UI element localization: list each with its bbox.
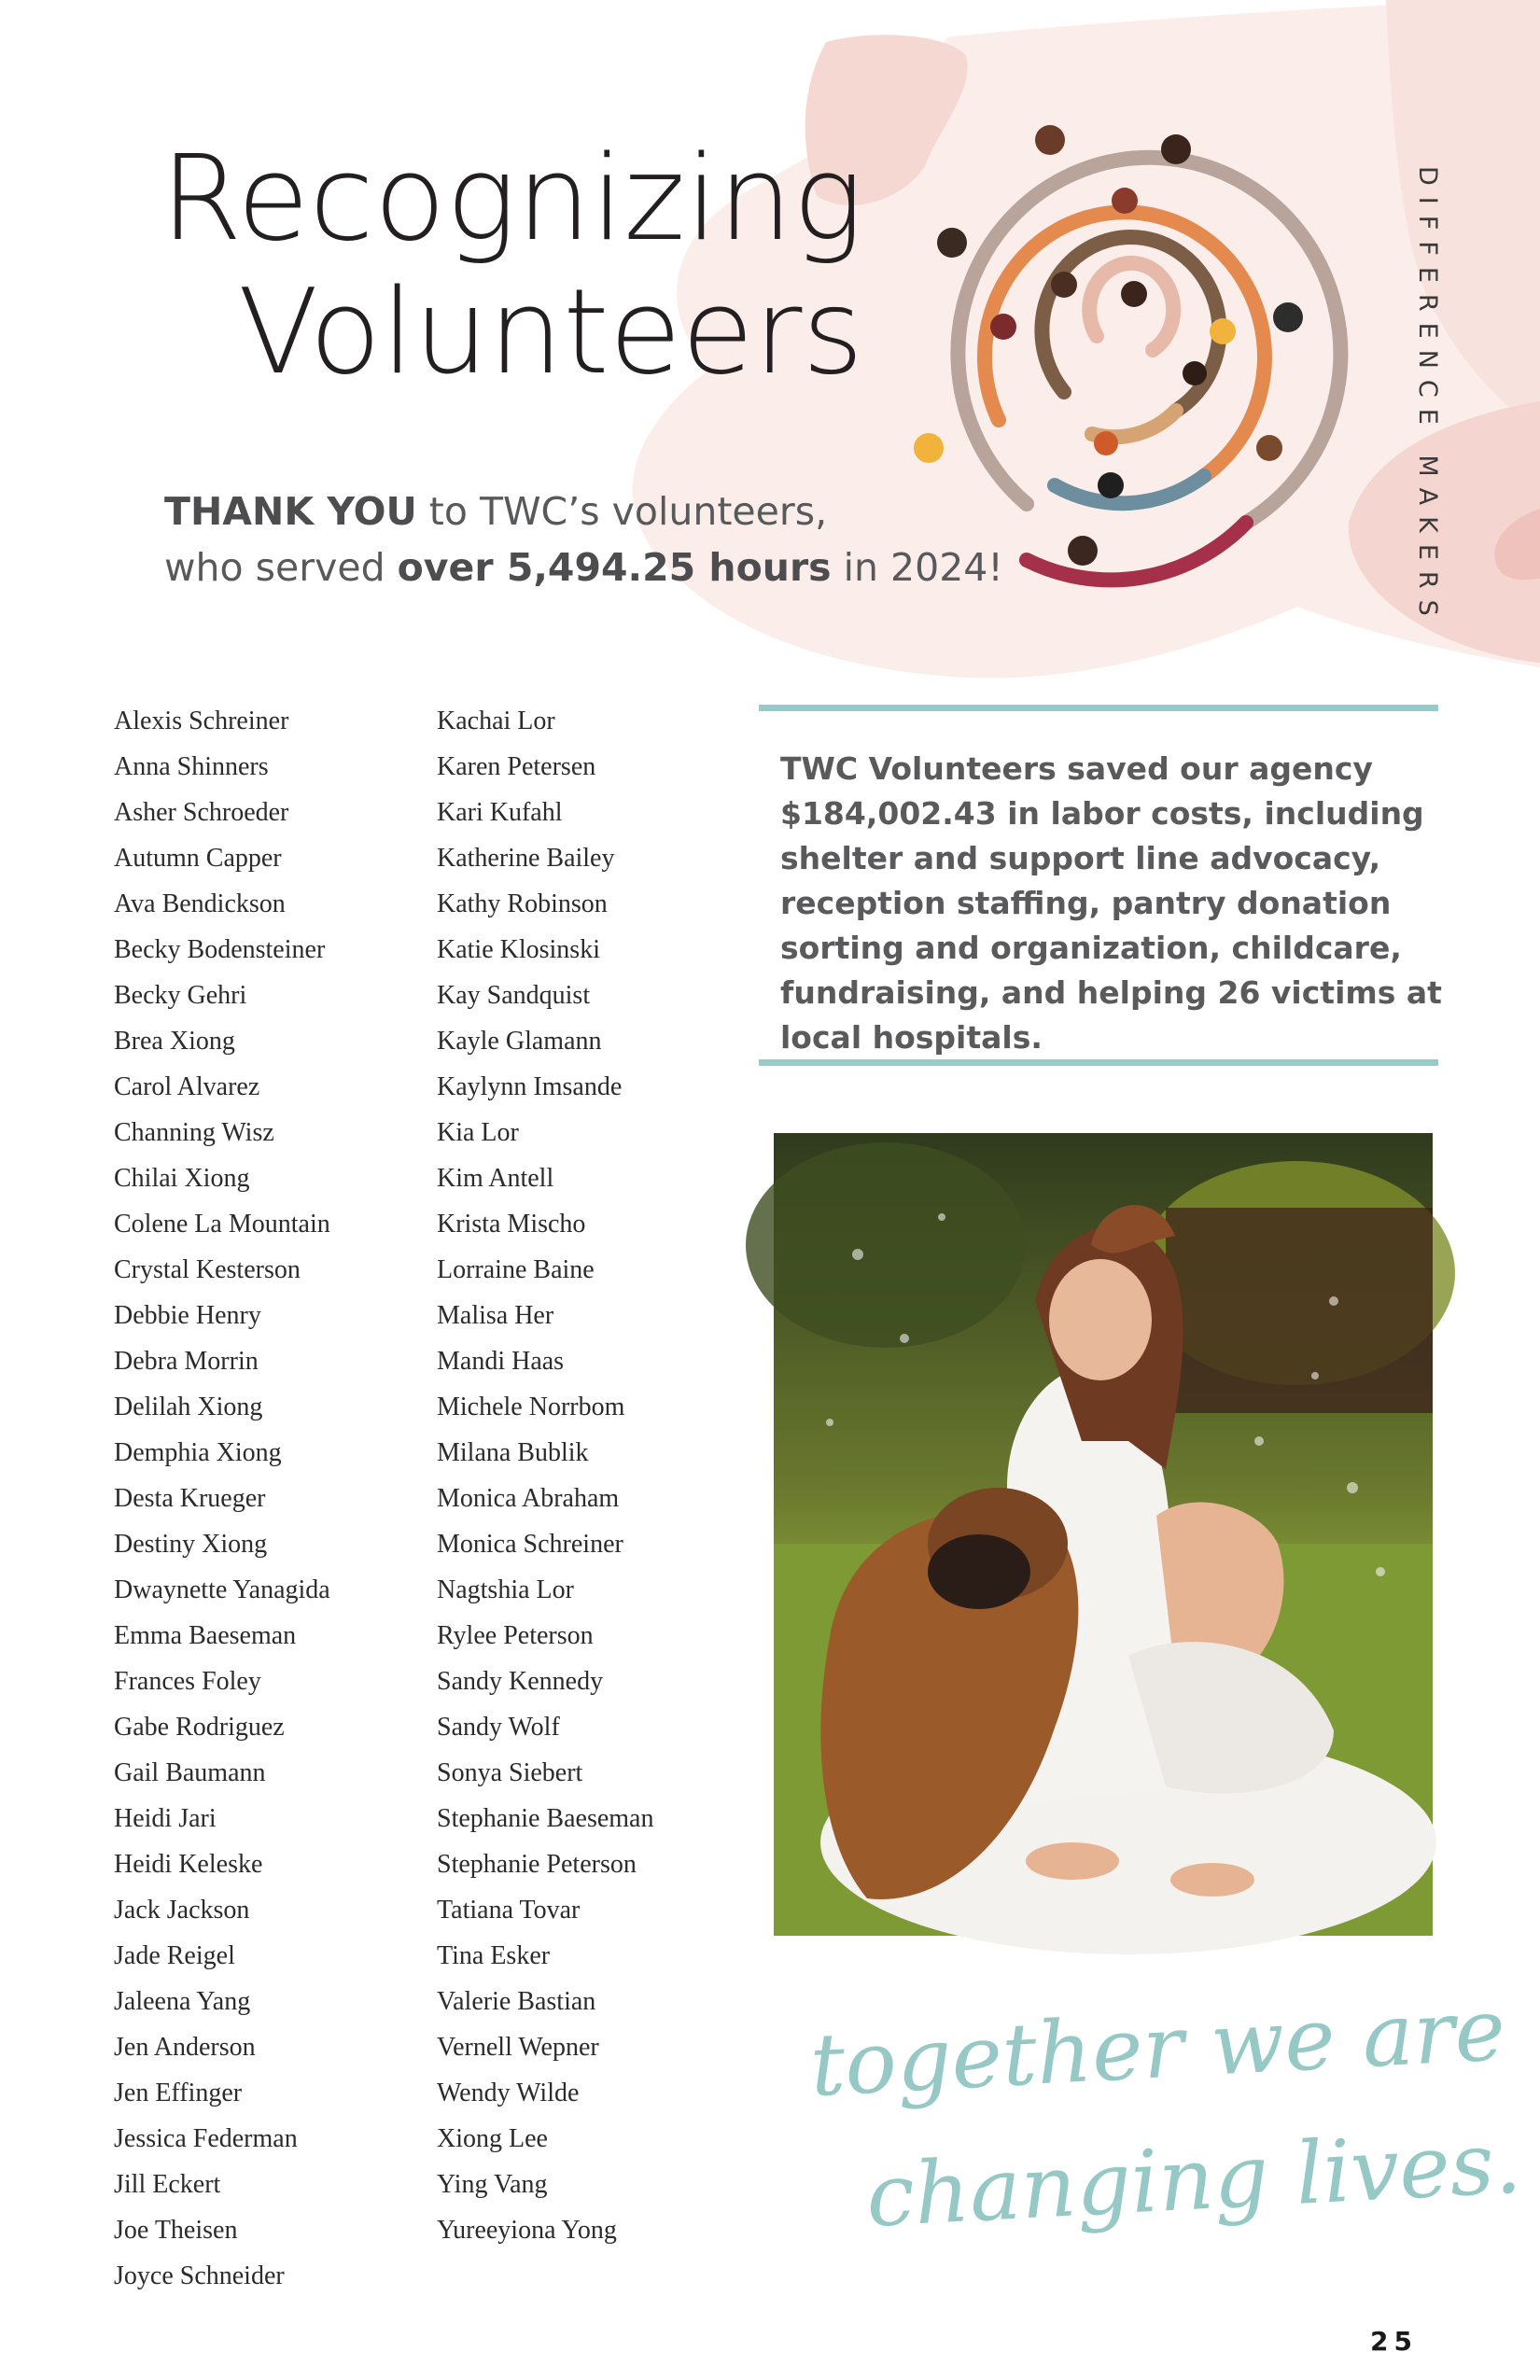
volunteer-name: Milana Bublik bbox=[437, 1438, 589, 1467]
mother-child-dog-photo bbox=[774, 1133, 1433, 1936]
thank-you-text-3: in 2024! bbox=[831, 545, 1003, 590]
page-title-line-2: Volunteers bbox=[238, 263, 864, 400]
volunteer-name: Desta Krueger bbox=[114, 1484, 266, 1513]
volunteer-name: Destiny Xiong bbox=[114, 1530, 268, 1559]
hours-emphasis: over 5,494.25 hours bbox=[397, 545, 832, 590]
volunteer-name: Becky Gehri bbox=[114, 981, 247, 1010]
volunteer-name: Kayle Glamann bbox=[437, 1027, 602, 1056]
tagline-line-2: changing lives. bbox=[863, 2112, 1524, 2247]
page-number: 25 bbox=[1370, 2326, 1418, 2357]
volunteer-name: Colene La Mountain bbox=[114, 1210, 330, 1239]
volunteer-name: Jack Jackson bbox=[114, 1896, 250, 1925]
volunteer-name: Kay Sandquist bbox=[437, 981, 591, 1010]
volunteer-name: Valerie Bastian bbox=[437, 1987, 596, 2016]
volunteer-name: Becky Bodensteiner bbox=[114, 935, 326, 964]
volunteer-name: Chilai Xiong bbox=[114, 1164, 250, 1193]
volunteer-name: Stephanie Peterson bbox=[437, 1850, 637, 1879]
volunteer-name: Debra Morrin bbox=[114, 1347, 259, 1376]
volunteer-name: Kari Kufahl bbox=[437, 798, 563, 827]
volunteer-name: Brea Xiong bbox=[114, 1027, 235, 1056]
volunteer-name: Mandi Haas bbox=[437, 1347, 565, 1376]
volunteer-name: Frances Foley bbox=[114, 1667, 261, 1696]
volunteer-name: Ying Vang bbox=[437, 2170, 548, 2199]
side-section-label: DIFFERENCE MAKERS bbox=[1413, 166, 1442, 627]
labor-savings-callout: TWC Volunteers saved our agency $184,002.43 in labor costs, including shelter and support line advocacy, reception staffing, pantry donation sorting and organization, childcare, fundraising, and helping 26 victims at local hospitals. bbox=[780, 750, 1442, 1056]
volunteer-name: Krista Mischo bbox=[437, 1210, 586, 1239]
volunteer-name: Katherine Bailey bbox=[437, 844, 615, 873]
volunteer-name: Sandy Wolf bbox=[437, 1713, 560, 1742]
volunteer-name: Gail Baumann bbox=[114, 1758, 266, 1787]
volunteer-name: Malisa Her bbox=[437, 1301, 554, 1330]
tagline-line-1: together we are bbox=[807, 1980, 1508, 2116]
volunteer-name: Kathy Robinson bbox=[437, 889, 608, 918]
volunteer-name: Wendy Wilde bbox=[437, 2079, 580, 2107]
page-title-line-1: Recognizing bbox=[161, 130, 863, 267]
callout-bottom-rule bbox=[759, 1059, 1438, 1066]
volunteer-name: Dwaynette Yanagida bbox=[114, 1575, 330, 1604]
thank-you-text-1: to TWC’s volunteers, bbox=[416, 489, 828, 534]
volunteer-name: Asher Schroeder bbox=[114, 798, 289, 827]
volunteer-name: Ava Bendickson bbox=[114, 889, 286, 918]
tagline-script bbox=[793, 1974, 1524, 2301]
volunteer-name: Alexis Schreiner bbox=[114, 707, 289, 735]
volunteer-name: Michele Norrbom bbox=[437, 1393, 625, 1421]
volunteer-name: Katie Klosinski bbox=[437, 935, 600, 964]
volunteer-name: Carol Alvarez bbox=[114, 1072, 260, 1101]
volunteer-name: Autumn Capper bbox=[114, 844, 282, 873]
volunteer-name: Jill Eckert bbox=[114, 2170, 221, 2199]
volunteer-name: Vernell Wepner bbox=[437, 2033, 599, 2062]
volunteer-name: Lorraine Baine bbox=[437, 1255, 595, 1284]
volunteer-name: Debbie Henry bbox=[114, 1301, 261, 1330]
volunteer-name: Tatiana Tovar bbox=[437, 1896, 581, 1925]
volunteer-name: Delilah Xiong bbox=[114, 1393, 263, 1421]
volunteer-name: Monica Schreiner bbox=[437, 1530, 623, 1559]
volunteer-name: Joe Theisen bbox=[114, 2216, 238, 2245]
volunteer-name: Joyce Schneider bbox=[114, 2261, 285, 2290]
volunteer-name: Crystal Kesterson bbox=[114, 1255, 301, 1284]
volunteer-name: Jessica Federman bbox=[114, 2124, 298, 2153]
volunteer-name: Gabe Rodriguez bbox=[114, 1713, 285, 1742]
volunteer-name: Kachai Lor bbox=[437, 707, 555, 735]
thank-you-emphasis: THANK YOU bbox=[164, 489, 417, 534]
thank-you-statement bbox=[164, 483, 1004, 595]
volunteer-name: Monica Abraham bbox=[437, 1484, 620, 1513]
volunteer-name: Sonya Siebert bbox=[437, 1758, 583, 1787]
thank-you-text-2: who served bbox=[164, 545, 398, 590]
volunteer-list-column-1 bbox=[114, 698, 330, 2299]
volunteer-list-column-2 bbox=[437, 698, 653, 2253]
volunteer-name: Demphia Xiong bbox=[114, 1438, 282, 1467]
volunteer-name: Jen Anderson bbox=[114, 2033, 256, 2062]
volunteer-name: Sandy Kennedy bbox=[437, 1667, 604, 1696]
volunteer-name: Jen Effinger bbox=[114, 2079, 243, 2107]
volunteer-name: Stephanie Baeseman bbox=[437, 1804, 654, 1833]
volunteer-name: Kaylynn Imsande bbox=[437, 1072, 623, 1101]
volunteer-name: Nagtshia Lor bbox=[437, 1575, 574, 1604]
volunteer-name: Xiong Lee bbox=[437, 2124, 548, 2153]
volunteer-name: Yureeyiona Yong bbox=[437, 2216, 617, 2245]
volunteer-name: Kim Antell bbox=[437, 1164, 554, 1193]
volunteer-name: Kia Lor bbox=[437, 1118, 519, 1147]
volunteer-name: Jaleena Yang bbox=[114, 1987, 251, 2016]
volunteer-name: Jade Reigel bbox=[114, 1941, 235, 1970]
callout-top-rule bbox=[759, 705, 1438, 711]
volunteer-name: Karen Petersen bbox=[437, 752, 596, 781]
volunteer-name: Anna Shinners bbox=[114, 752, 269, 781]
volunteer-name: Channing Wisz bbox=[114, 1118, 274, 1147]
volunteer-name: Tina Esker bbox=[437, 1941, 551, 1970]
volunteer-name: Rylee Peterson bbox=[437, 1621, 594, 1650]
volunteer-name: Emma Baeseman bbox=[114, 1621, 297, 1650]
volunteer-name: Heidi Jari bbox=[114, 1804, 217, 1833]
volunteer-name: Heidi Keleske bbox=[114, 1850, 263, 1879]
